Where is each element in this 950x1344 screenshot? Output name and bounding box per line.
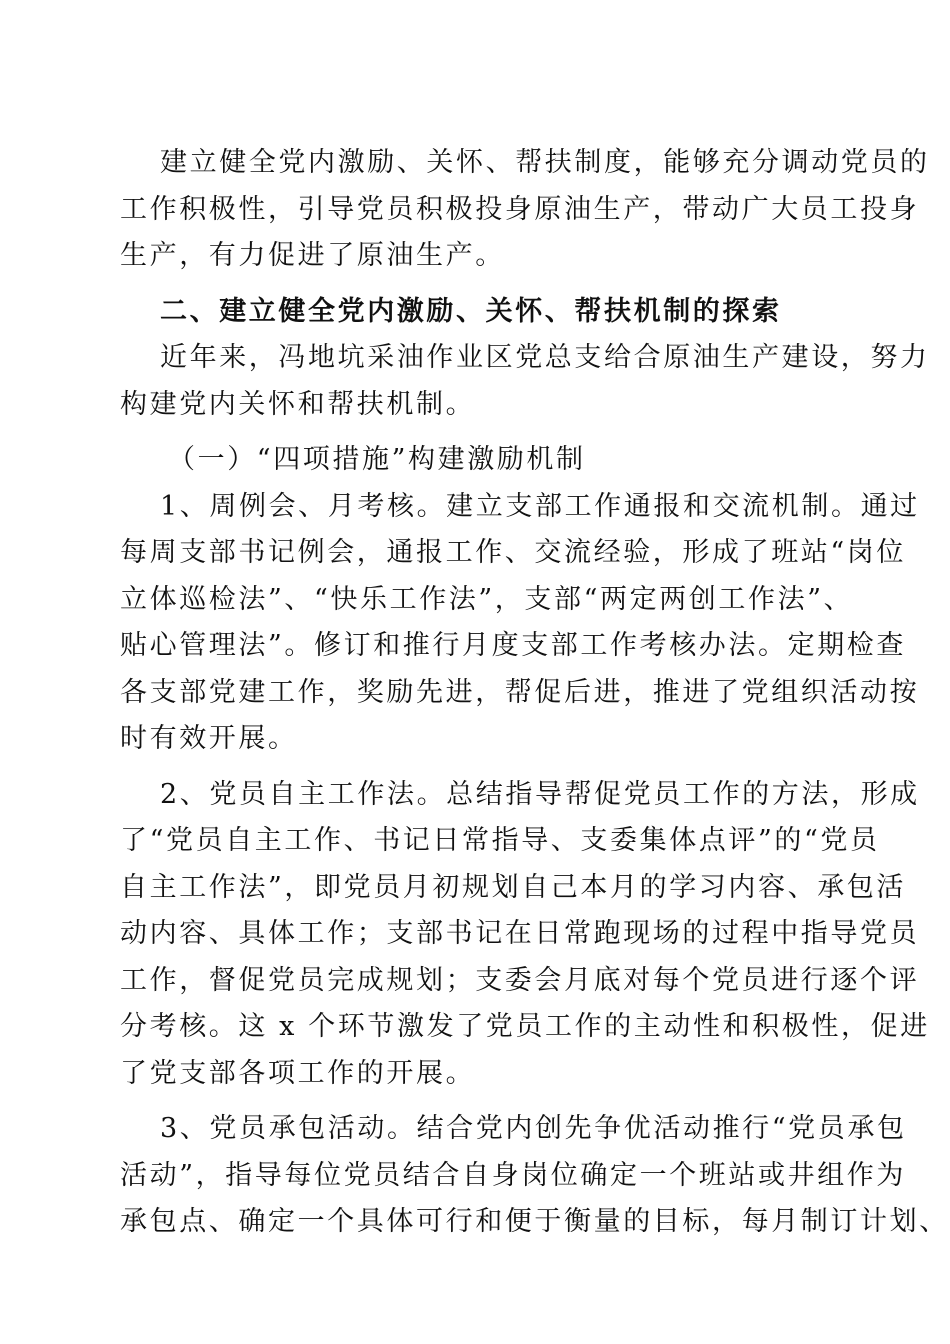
text-line: 工作积极性，引导党员积极投身原油生产，带动广大员工投身 [120,193,920,225]
text-line: 每周支部书记例会，通报工作、交流经验，形成了班站“岗位 [120,537,907,568]
text-line: 3、党员承包活动。结合党内创先争优活动推行“党员承包 [160,1113,907,1144]
paragraph [120,1106,949,1246]
text-line: 生产，有力促进了原油生产。 [120,240,505,271]
text-line: 近年来，冯地坑采油作业区党总支给合原油生产建设，努力 [160,342,930,373]
paragraph [120,484,920,763]
text-line: 建立健全党内激励、关怀、帮扶制度，能够充分调动党员的 [160,147,930,178]
text-line: 各支部党建工作，奖励先进，帮促后进，推进了党组织活动按 [120,676,920,708]
section-heading: 二、建立健全党内激励、关怀、帮扶机制的探索 [160,295,782,327]
paragraph [120,772,930,1098]
text-line: 工作，督促党员完成规划；支委会月底对每个党员进行逐个评 [120,964,920,996]
text-line: 动内容、具体工作；支部书记在日常跑现场的过程中指导党员 [120,918,920,949]
document-body [120,140,949,1246]
text-line: 立体巡检法”、“快乐工作法”，支部“两定两创工作法”、 [120,583,854,615]
text-line: 分考核。这 x 个环节激发了党员工作的主动性和积极性，促进 [120,1011,930,1042]
text-line: 承包点、确定一个具体可行和便于衡量的目标，每月制订计划、 [120,1206,949,1237]
paragraph [120,335,930,428]
text-line: 1、周例会、月考核。建立支部工作通报和交流机制。通过 [160,490,920,522]
text-line: 2、党员自主工作法。总结指导帮促党员工作的方法，形成 [160,778,920,810]
text-line: 贴心管理法”。修订和推行月度支部工作考核办法。定期检查 [120,630,907,661]
text-line: 了党支部各项工作的开展。 [120,1057,476,1089]
text-line: 自主工作法”，即党员月初规划自己本月的学习内容、承包活 [120,871,907,903]
text-line: 活动”，指导每位党员结合自身岗位确定一个班站或井组作为 [120,1159,907,1191]
paragraph [120,140,930,280]
text-line: 构建党内关怀和帮扶机制。 [120,388,476,420]
sub-heading: （一）“四项措施”构建激励机制 [168,444,586,475]
text-line: 了“党员自主工作、书记日常指导、支委集体点评”的“党员 [120,825,880,856]
text-line: 时有效开展。 [120,723,298,754]
